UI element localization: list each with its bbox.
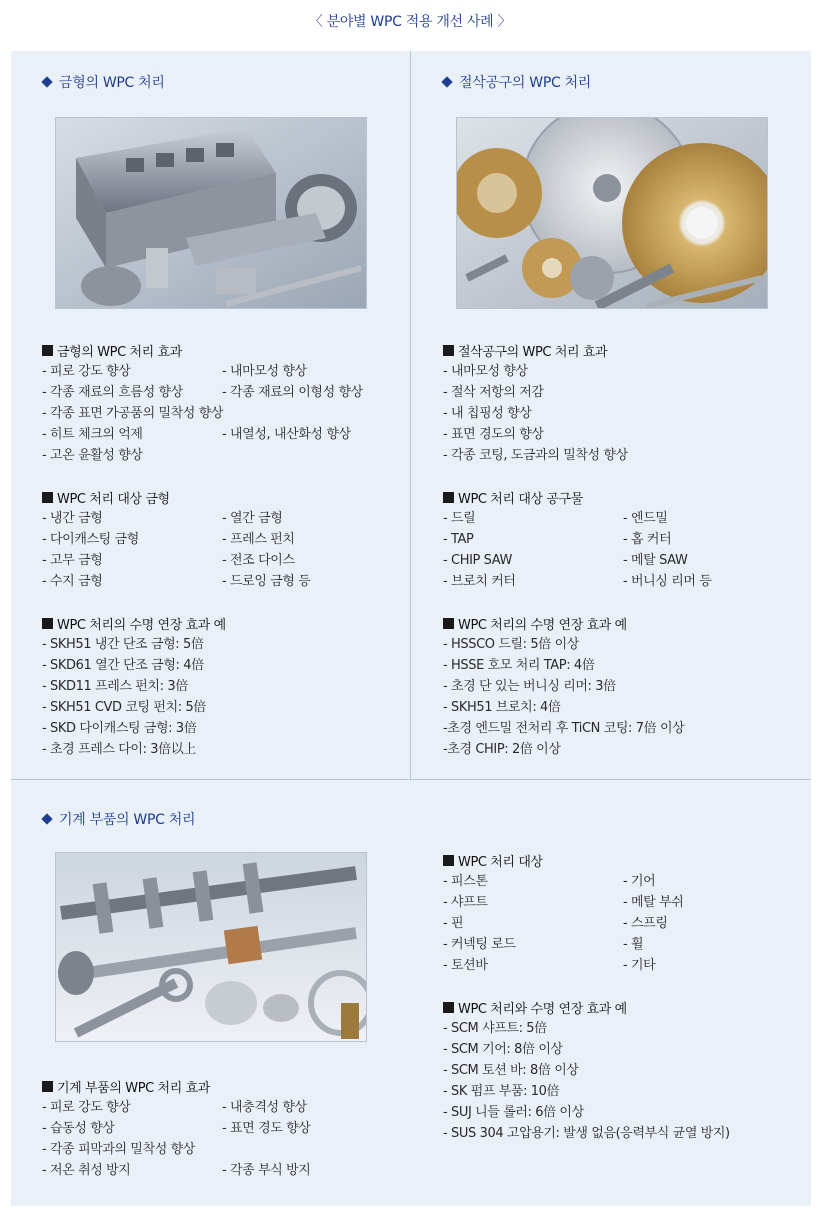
square-bullet-icon bbox=[443, 492, 454, 503]
list-item: - 절삭 저항의 저감 bbox=[443, 385, 544, 400]
list-item: - SKH51 냉간 단조 금형: 5倍 bbox=[42, 637, 204, 652]
list-item: - 피로 강도 향상 - 내마모성 향상 bbox=[42, 364, 307, 379]
square-bullet-icon bbox=[42, 1081, 53, 1092]
tool-photo bbox=[456, 117, 768, 309]
list-item: - TAP - 홉 커터 bbox=[443, 532, 672, 547]
list-item: - 습동성 향상 - 표면 경도 향상 bbox=[42, 1121, 311, 1136]
list-item: - 각종 재료의 흐름성 향상 - 각종 재료의 이형성 향상 bbox=[42, 385, 363, 400]
list-item: - SK 펌프 부품: 10倍 bbox=[443, 1084, 560, 1099]
list-item: - 토션바 - 기타 bbox=[443, 958, 656, 973]
list-item: - 초경 프레스 다이: 3倍以上 bbox=[42, 742, 196, 757]
list-item: - SUJ 니들 롤러: 6倍 이상 bbox=[443, 1105, 584, 1120]
horizontal-divider bbox=[11, 779, 811, 780]
list-item: - 각종 표면 가공품의 밀착성 향상 bbox=[42, 406, 224, 421]
list-item: - 내마모성 향상 bbox=[443, 364, 528, 379]
list-item: - SKD61 열간 단조 금형: 4倍 bbox=[42, 658, 204, 673]
list-item: - 브로치 커터 - 버니싱 리머 등 bbox=[443, 574, 712, 589]
tool-life bbox=[443, 612, 684, 760]
list-item: - SCM 토션 바: 8倍 이상 bbox=[443, 1063, 579, 1078]
tool-section-title bbox=[440, 72, 591, 92]
die-section-title bbox=[40, 72, 165, 92]
list-item: - 표면 경도의 향상 bbox=[443, 427, 544, 442]
list-item: - 샤프트 - 메탈 부쉬 bbox=[443, 895, 684, 910]
list-item: - HSSE 호모 처리 TAP: 4倍 bbox=[443, 658, 595, 673]
die-section-title-text: 금형의 WPC 처리 bbox=[59, 75, 165, 91]
list-item: - 히트 체크의 억제 - 내열성, 내산화성 향상 bbox=[42, 427, 351, 442]
list-item: - 각종 피막과의 밀착성 향상 bbox=[42, 1142, 195, 1157]
machine-section-title-text: 기계 부품의 WPC 처리 bbox=[59, 812, 196, 828]
list-item: - 수지 금형 - 드로잉 금형 등 bbox=[42, 574, 311, 589]
list-item: - 고무 금형 - 전조 다이스 bbox=[42, 553, 295, 568]
list-item: - 다이캐스팅 금형 - 프레스 펀치 bbox=[42, 532, 295, 547]
square-bullet-icon bbox=[42, 618, 53, 629]
die-effects bbox=[42, 339, 363, 466]
list-item: - SKD 다이캐스팅 금형: 3倍 bbox=[42, 721, 197, 736]
machine-effects-head: 기계 부품의 WPC 처리 효과 bbox=[42, 1075, 310, 1097]
machine-photo bbox=[55, 852, 367, 1042]
machine-effects bbox=[42, 1075, 310, 1181]
vertical-divider bbox=[410, 51, 411, 779]
list-item: - SKH51 CVD 코팅 펀치: 5倍 bbox=[42, 700, 206, 715]
list-item: - 커넥팅 로드 - 휠 bbox=[443, 937, 644, 952]
page-title: 〈 분야별 WPC 적용 개선 사례 〉 bbox=[308, 14, 512, 30]
die-targets-head: WPC 처리 대상 금형 bbox=[42, 486, 310, 508]
machine-life-head: WPC 처리와 수명 연장 효과 예 bbox=[443, 996, 730, 1018]
square-bullet-icon bbox=[443, 1002, 454, 1013]
diamond-bullet-icon bbox=[441, 76, 452, 87]
list-item: - 피로 강도 향상 - 내충격성 향상 bbox=[42, 1100, 307, 1115]
list-item: - 고온 윤활성 향상 bbox=[42, 448, 143, 463]
die-photo bbox=[55, 117, 367, 309]
list-item: - 드릴 - 엔드밀 bbox=[443, 511, 668, 526]
die-targets bbox=[42, 486, 310, 592]
square-bullet-icon bbox=[443, 345, 454, 356]
list-item: -초경 엔드밀 전처리 후 TiCN 코팅: 7倍 이상 bbox=[443, 721, 685, 736]
list-item: - 냉간 금형 - 열간 금형 bbox=[42, 511, 283, 526]
list-item: - 내 칩핑성 향상 bbox=[443, 406, 532, 421]
square-bullet-icon bbox=[42, 492, 53, 503]
square-bullet-icon bbox=[42, 345, 53, 356]
tool-targets bbox=[443, 486, 711, 592]
list-item: - 각종 코팅, 도금과의 밀착성 향상 bbox=[443, 448, 628, 463]
tool-section-title-text: 절삭공구의 WPC 처리 bbox=[459, 75, 592, 91]
machine-targets bbox=[443, 849, 683, 976]
tool-targets-head: WPC 처리 대상 공구물 bbox=[443, 486, 711, 508]
list-item: - 저온 취성 방지 - 각종 부식 방지 bbox=[42, 1163, 311, 1178]
list-item: - SUS 304 고압용기: 발생 없음(응력부식 균열 방지) bbox=[443, 1126, 730, 1141]
list-item: - SKH51 브로치: 4倍 bbox=[443, 700, 561, 715]
diamond-bullet-icon bbox=[41, 76, 52, 87]
machine-section-title bbox=[40, 809, 195, 829]
die-life-head: WPC 처리의 수명 연장 효과 예 bbox=[42, 612, 226, 634]
list-item: - SKD11 프레스 펀치: 3倍 bbox=[42, 679, 188, 694]
list-item: - HSSCO 드릴: 5倍 이상 bbox=[443, 637, 579, 652]
square-bullet-icon bbox=[443, 855, 454, 866]
list-item: -초경 CHIP: 2倍 이상 bbox=[443, 742, 561, 757]
die-effects-head: 금형의 WPC 처리 효과 bbox=[42, 339, 363, 361]
tool-effects bbox=[443, 339, 628, 466]
die-life bbox=[42, 612, 226, 760]
machine-targets-head: WPC 처리 대상 bbox=[443, 849, 683, 871]
list-item: - SCM 샤프트: 5倍 bbox=[443, 1021, 547, 1036]
tool-effects-head: 절삭공구의 WPC 처리 효과 bbox=[443, 339, 628, 361]
list-item: - SCM 기어: 8倍 이상 bbox=[443, 1042, 563, 1057]
tool-life-head: WPC 처리의 수명 연장 효과 예 bbox=[443, 612, 684, 634]
machine-life bbox=[443, 996, 730, 1144]
list-item: - 핀 - 스프링 bbox=[443, 916, 668, 931]
list-item: - CHIP SAW - 메탈 SAW bbox=[443, 553, 688, 568]
list-item: - 초경 단 있는 버니싱 리머: 3倍 bbox=[443, 679, 616, 694]
diamond-bullet-icon bbox=[41, 813, 52, 824]
square-bullet-icon bbox=[443, 618, 454, 629]
list-item: - 피스톤 - 기어 bbox=[443, 874, 656, 889]
